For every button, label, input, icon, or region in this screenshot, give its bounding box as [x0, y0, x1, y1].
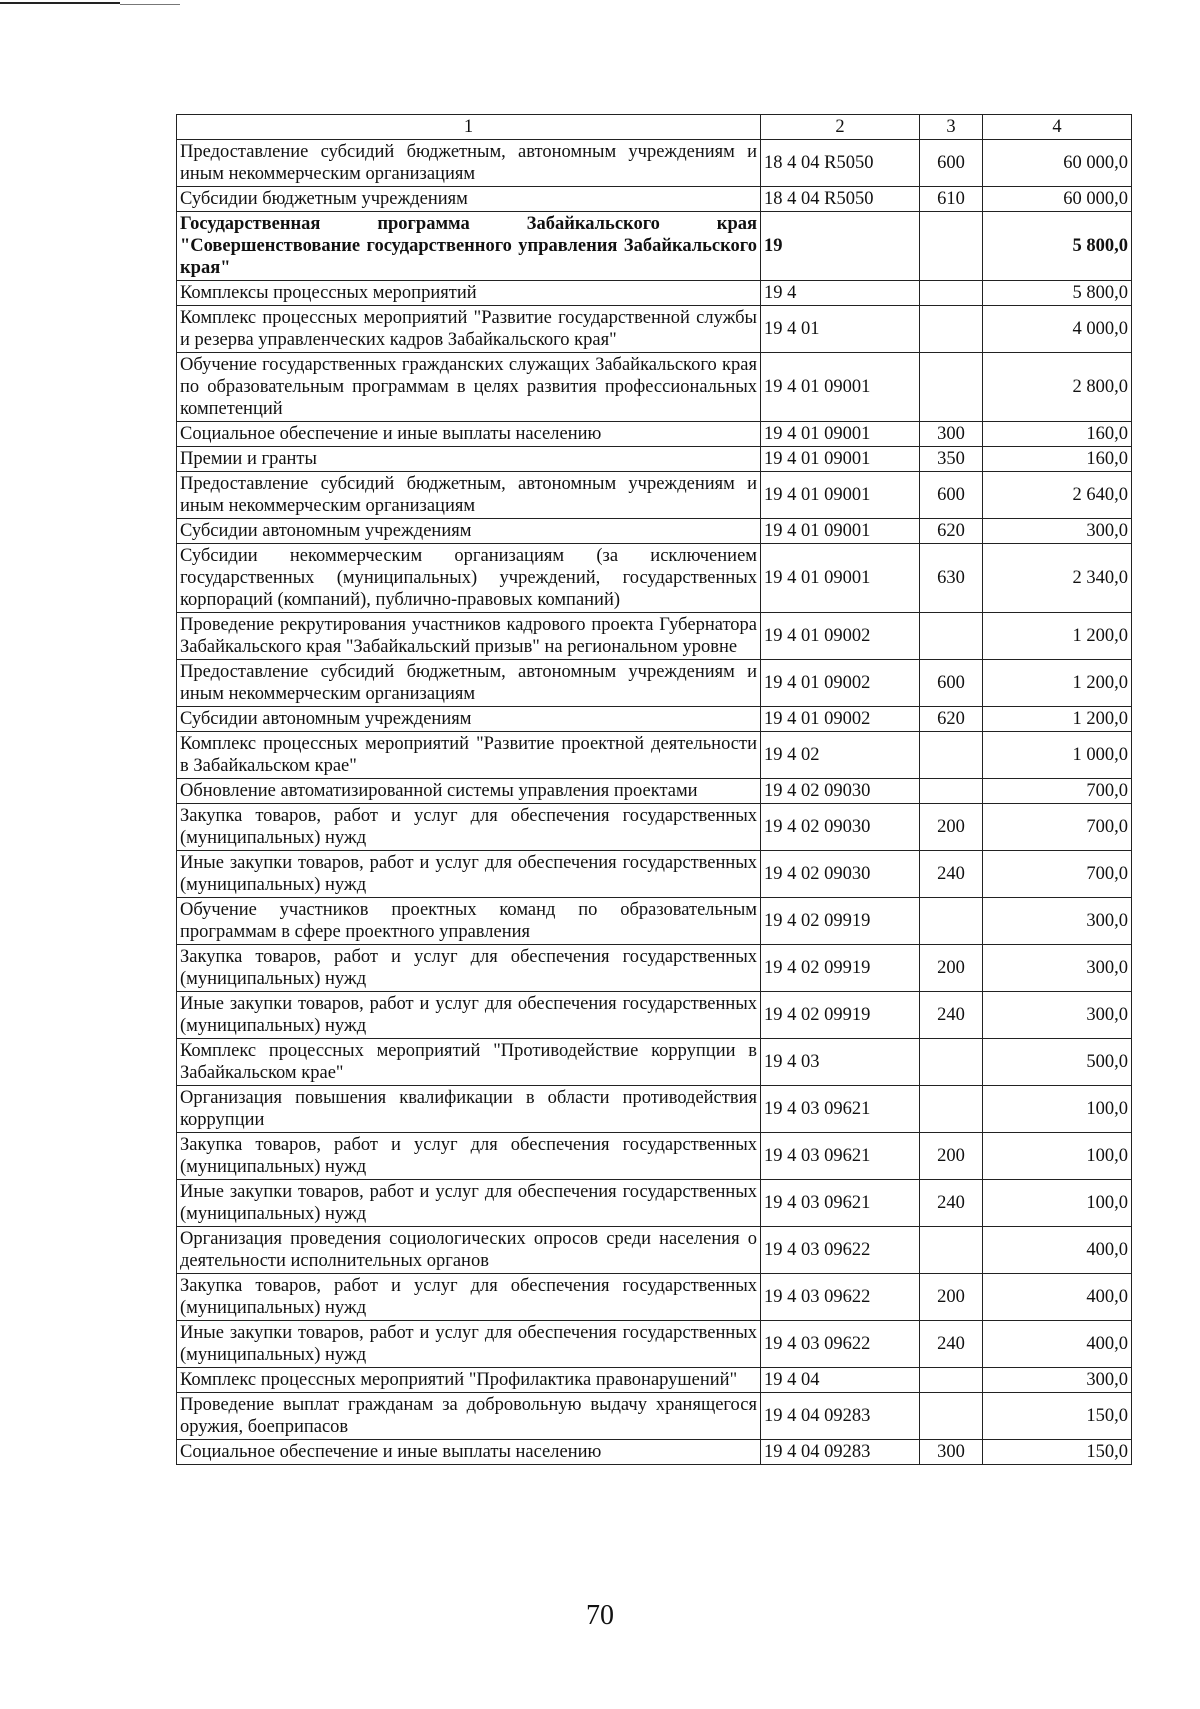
table-row [177, 472, 1132, 519]
row-expense-type-cell [920, 212, 983, 281]
row-code-cell: 19 4 02 09030 [761, 851, 920, 898]
row-code-cell: 19 4 02 09030 [761, 779, 920, 804]
row-expense-type-cell: 350 [920, 447, 983, 472]
row-amount-cell: 400,0 [983, 1227, 1132, 1274]
row-amount-cell: 150,0 [983, 1440, 1132, 1465]
row-code-cell: 19 4 04 09283 [761, 1393, 920, 1440]
table-row [177, 1227, 1132, 1274]
row-expense-type-cell: 620 [920, 519, 983, 544]
row-name-cell: Организация проведения социологических опросов среди населения о деятельности исполнительных органов [177, 1227, 761, 1274]
table-row [177, 306, 1132, 353]
row-amount-cell: 1 200,0 [983, 707, 1132, 732]
table-row [177, 544, 1132, 613]
row-code-cell: 19 4 03 09621 [761, 1086, 920, 1133]
table-row [177, 1133, 1132, 1180]
row-code-cell: 19 4 01 09002 [761, 707, 920, 732]
row-code-cell: 19 4 02 09030 [761, 804, 920, 851]
row-amount-cell: 300,0 [983, 945, 1132, 992]
row-name-cell: Обучение участников проектных команд по образовательным программам в сфере проектного управления [177, 898, 761, 945]
row-code-cell: 19 4 01 09001 [761, 353, 920, 422]
row-expense-type-cell: 600 [920, 660, 983, 707]
row-expense-type-cell: 240 [920, 1180, 983, 1227]
table-row [177, 1274, 1132, 1321]
row-amount-cell: 5 800,0 [983, 212, 1132, 281]
row-expense-type-cell [920, 281, 983, 306]
row-amount-cell: 300,0 [983, 1368, 1132, 1393]
column-header: 4 [983, 115, 1132, 140]
row-expense-type-cell [920, 1086, 983, 1133]
row-name-cell: Иные закупки товаров, работ и услуг для обеспечения государственных (муниципальных) нужд [177, 992, 761, 1039]
row-name-cell: Иные закупки товаров, работ и услуг для обеспечения государственных (муниципальных) нужд [177, 851, 761, 898]
row-expense-type-cell [920, 353, 983, 422]
row-amount-cell: 5 800,0 [983, 281, 1132, 306]
row-amount-cell: 1 200,0 [983, 660, 1132, 707]
row-amount-cell: 160,0 [983, 447, 1132, 472]
row-expense-type-cell [920, 779, 983, 804]
row-name-cell: Комплекс процессных мероприятий "Развитие проектной деятельности в Забайкальском крае" [177, 732, 761, 779]
row-expense-type-cell: 240 [920, 851, 983, 898]
row-code-cell: 19 4 04 09283 [761, 1440, 920, 1465]
row-expense-type-cell [920, 898, 983, 945]
row-code-cell: 19 4 03 09622 [761, 1321, 920, 1368]
row-amount-cell: 1 000,0 [983, 732, 1132, 779]
row-name-cell: Социальное обеспечение и иные выплаты населению [177, 1440, 761, 1465]
row-name-cell: Предоставление субсидий бюджетным, автономным учреждениям и иным некоммерческим организациям [177, 660, 761, 707]
row-expense-type-cell: 300 [920, 422, 983, 447]
page-number: 70 [586, 1600, 614, 1631]
row-amount-cell: 700,0 [983, 851, 1132, 898]
row-amount-cell: 4 000,0 [983, 306, 1132, 353]
row-expense-type-cell: 600 [920, 140, 983, 187]
table-row [177, 660, 1132, 707]
row-name-cell: Государственная программа Забайкальского края "Совершенствование государственного управления Забайкальского края" [177, 212, 761, 281]
row-amount-cell: 300,0 [983, 519, 1132, 544]
row-amount-cell: 700,0 [983, 779, 1132, 804]
row-name-cell: Субсидии бюджетным учреждениям [177, 187, 761, 212]
table-row [177, 519, 1132, 544]
row-amount-cell: 160,0 [983, 422, 1132, 447]
row-code-cell: 19 4 01 [761, 306, 920, 353]
table-row [177, 422, 1132, 447]
table-row [177, 447, 1132, 472]
budget-table [176, 114, 1132, 1465]
row-code-cell: 19 4 03 09621 [761, 1133, 920, 1180]
row-code-cell: 19 4 02 09919 [761, 945, 920, 992]
row-name-cell: Комплекс процессных мероприятий "Развитие государственной службы и резерва управленческих кадров Забайкальского края" [177, 306, 761, 353]
row-code-cell: 19 4 01 09002 [761, 660, 920, 707]
row-code-cell: 19 4 01 09001 [761, 447, 920, 472]
row-name-cell: Обновление автоматизированной системы управления проектами [177, 779, 761, 804]
table-row [177, 898, 1132, 945]
row-name-cell: Организация повышения квалификации в области противодействия коррупции [177, 1086, 761, 1133]
row-expense-type-cell: 240 [920, 1321, 983, 1368]
row-expense-type-cell [920, 732, 983, 779]
table-row [177, 1393, 1132, 1440]
column-header: 2 [761, 115, 920, 140]
table-row [177, 707, 1132, 732]
row-code-cell: 19 4 02 [761, 732, 920, 779]
row-name-cell: Проведение рекрутирования участников кадрового проекта Губернатора Забайкальского края "Забайкальский призыв" на региональном уровне [177, 613, 761, 660]
table-row [177, 1039, 1132, 1086]
row-expense-type-cell [920, 306, 983, 353]
row-name-cell: Социальное обеспечение и иные выплаты населению [177, 422, 761, 447]
row-expense-type-cell [920, 1227, 983, 1274]
table-row [177, 851, 1132, 898]
row-code-cell: 19 4 01 09002 [761, 613, 920, 660]
column-header: 1 [177, 115, 761, 140]
table-row [177, 212, 1132, 281]
row-name-cell: Закупка товаров, работ и услуг для обеспечения государственных (муниципальных) нужд [177, 1274, 761, 1321]
row-name-cell: Субсидии автономным учреждениям [177, 707, 761, 732]
row-expense-type-cell [920, 613, 983, 660]
table-row [177, 992, 1132, 1039]
row-code-cell: 19 4 04 [761, 1368, 920, 1393]
table-row [177, 1321, 1132, 1368]
column-header: 3 [920, 115, 983, 140]
table-row [177, 187, 1132, 212]
row-expense-type-cell: 610 [920, 187, 983, 212]
row-amount-cell: 100,0 [983, 1180, 1132, 1227]
row-amount-cell: 2 340,0 [983, 544, 1132, 613]
table-row [177, 1368, 1132, 1393]
row-code-cell: 19 4 [761, 281, 920, 306]
row-code-cell: 19 4 02 09919 [761, 898, 920, 945]
row-code-cell: 18 4 04 R5050 [761, 140, 920, 187]
row-expense-type-cell [920, 1039, 983, 1086]
row-code-cell: 19 4 03 09621 [761, 1180, 920, 1227]
table-row [177, 281, 1132, 306]
table-row [177, 732, 1132, 779]
row-expense-type-cell: 200 [920, 945, 983, 992]
table-row [177, 140, 1132, 187]
row-code-cell: 19 4 03 09622 [761, 1227, 920, 1274]
row-expense-type-cell: 300 [920, 1440, 983, 1465]
row-code-cell: 19 4 01 09001 [761, 544, 920, 613]
table-row [177, 1086, 1132, 1133]
table-row [177, 353, 1132, 422]
row-name-cell: Закупка товаров, работ и услуг для обеспечения государственных (муниципальных) нужд [177, 804, 761, 851]
row-name-cell: Предоставление субсидий бюджетным, автономным учреждениям и иным некоммерческим организациям [177, 140, 761, 187]
row-expense-type-cell: 200 [920, 1133, 983, 1180]
row-amount-cell: 1 200,0 [983, 613, 1132, 660]
row-expense-type-cell: 200 [920, 1274, 983, 1321]
row-name-cell: Проведение выплат гражданам за добровольную выдачу хранящегося оружия, боеприпасов [177, 1393, 761, 1440]
table-row [177, 945, 1132, 992]
row-expense-type-cell: 200 [920, 804, 983, 851]
row-name-cell: Комплексы процессных мероприятий [177, 281, 761, 306]
table-row [177, 804, 1132, 851]
row-code-cell: 19 4 01 09001 [761, 422, 920, 447]
row-code-cell: 18 4 04 R5050 [761, 187, 920, 212]
row-amount-cell: 2 640,0 [983, 472, 1132, 519]
row-code-cell: 19 4 03 09622 [761, 1274, 920, 1321]
row-amount-cell: 150,0 [983, 1393, 1132, 1440]
row-name-cell: Закупка товаров, работ и услуг для обеспечения государственных (муниципальных) нужд [177, 1133, 761, 1180]
table-body [177, 140, 1132, 1465]
table-row [177, 1180, 1132, 1227]
row-name-cell: Субсидии некоммерческим организациям (за исключением государственных (муниципальных) учреждений, государственных корпораций (компаний), публично-правовых компаний) [177, 544, 761, 613]
row-name-cell: Закупка товаров, работ и услуг для обеспечения государственных (муниципальных) нужд [177, 945, 761, 992]
row-code-cell: 19 4 03 [761, 1039, 920, 1086]
scan-artifact-line [120, 4, 180, 5]
row-name-cell: Иные закупки товаров, работ и услуг для обеспечения государственных (муниципальных) нужд [177, 1321, 761, 1368]
row-amount-cell: 2 800,0 [983, 353, 1132, 422]
scan-artifact-line [0, 2, 120, 4]
row-expense-type-cell: 620 [920, 707, 983, 732]
row-amount-cell: 100,0 [983, 1086, 1132, 1133]
row-amount-cell: 400,0 [983, 1321, 1132, 1368]
row-amount-cell: 400,0 [983, 1274, 1132, 1321]
row-amount-cell: 100,0 [983, 1133, 1132, 1180]
row-expense-type-cell [920, 1368, 983, 1393]
row-code-cell: 19 4 01 09001 [761, 519, 920, 544]
row-amount-cell: 60 000,0 [983, 140, 1132, 187]
row-amount-cell: 700,0 [983, 804, 1132, 851]
table-row [177, 1440, 1132, 1465]
row-amount-cell: 500,0 [983, 1039, 1132, 1086]
row-name-cell: Иные закупки товаров, работ и услуг для обеспечения государственных (муниципальных) нужд [177, 1180, 761, 1227]
row-expense-type-cell: 240 [920, 992, 983, 1039]
row-expense-type-cell [920, 1393, 983, 1440]
row-name-cell: Премии и гранты [177, 447, 761, 472]
table-header-row [177, 115, 1132, 140]
row-code-cell: 19 [761, 212, 920, 281]
row-code-cell: 19 4 02 09919 [761, 992, 920, 1039]
row-amount-cell: 60 000,0 [983, 187, 1132, 212]
row-expense-type-cell: 600 [920, 472, 983, 519]
row-name-cell: Обучение государственных гражданских служащих Забайкальского края по образовательным программам в целях развития профессиональных компетенций [177, 353, 761, 422]
row-amount-cell: 300,0 [983, 898, 1132, 945]
row-amount-cell: 300,0 [983, 992, 1132, 1039]
row-name-cell: Комплекс процессных мероприятий "Профилактика правонарушений" [177, 1368, 761, 1393]
row-name-cell: Субсидии автономным учреждениям [177, 519, 761, 544]
table-row [177, 779, 1132, 804]
row-name-cell: Предоставление субсидий бюджетным, автономным учреждениям и иным некоммерческим организациям [177, 472, 761, 519]
row-expense-type-cell: 630 [920, 544, 983, 613]
row-code-cell: 19 4 01 09001 [761, 472, 920, 519]
row-name-cell: Комплекс процессных мероприятий "Противодействие коррупции в Забайкальском крае" [177, 1039, 761, 1086]
table-row [177, 613, 1132, 660]
